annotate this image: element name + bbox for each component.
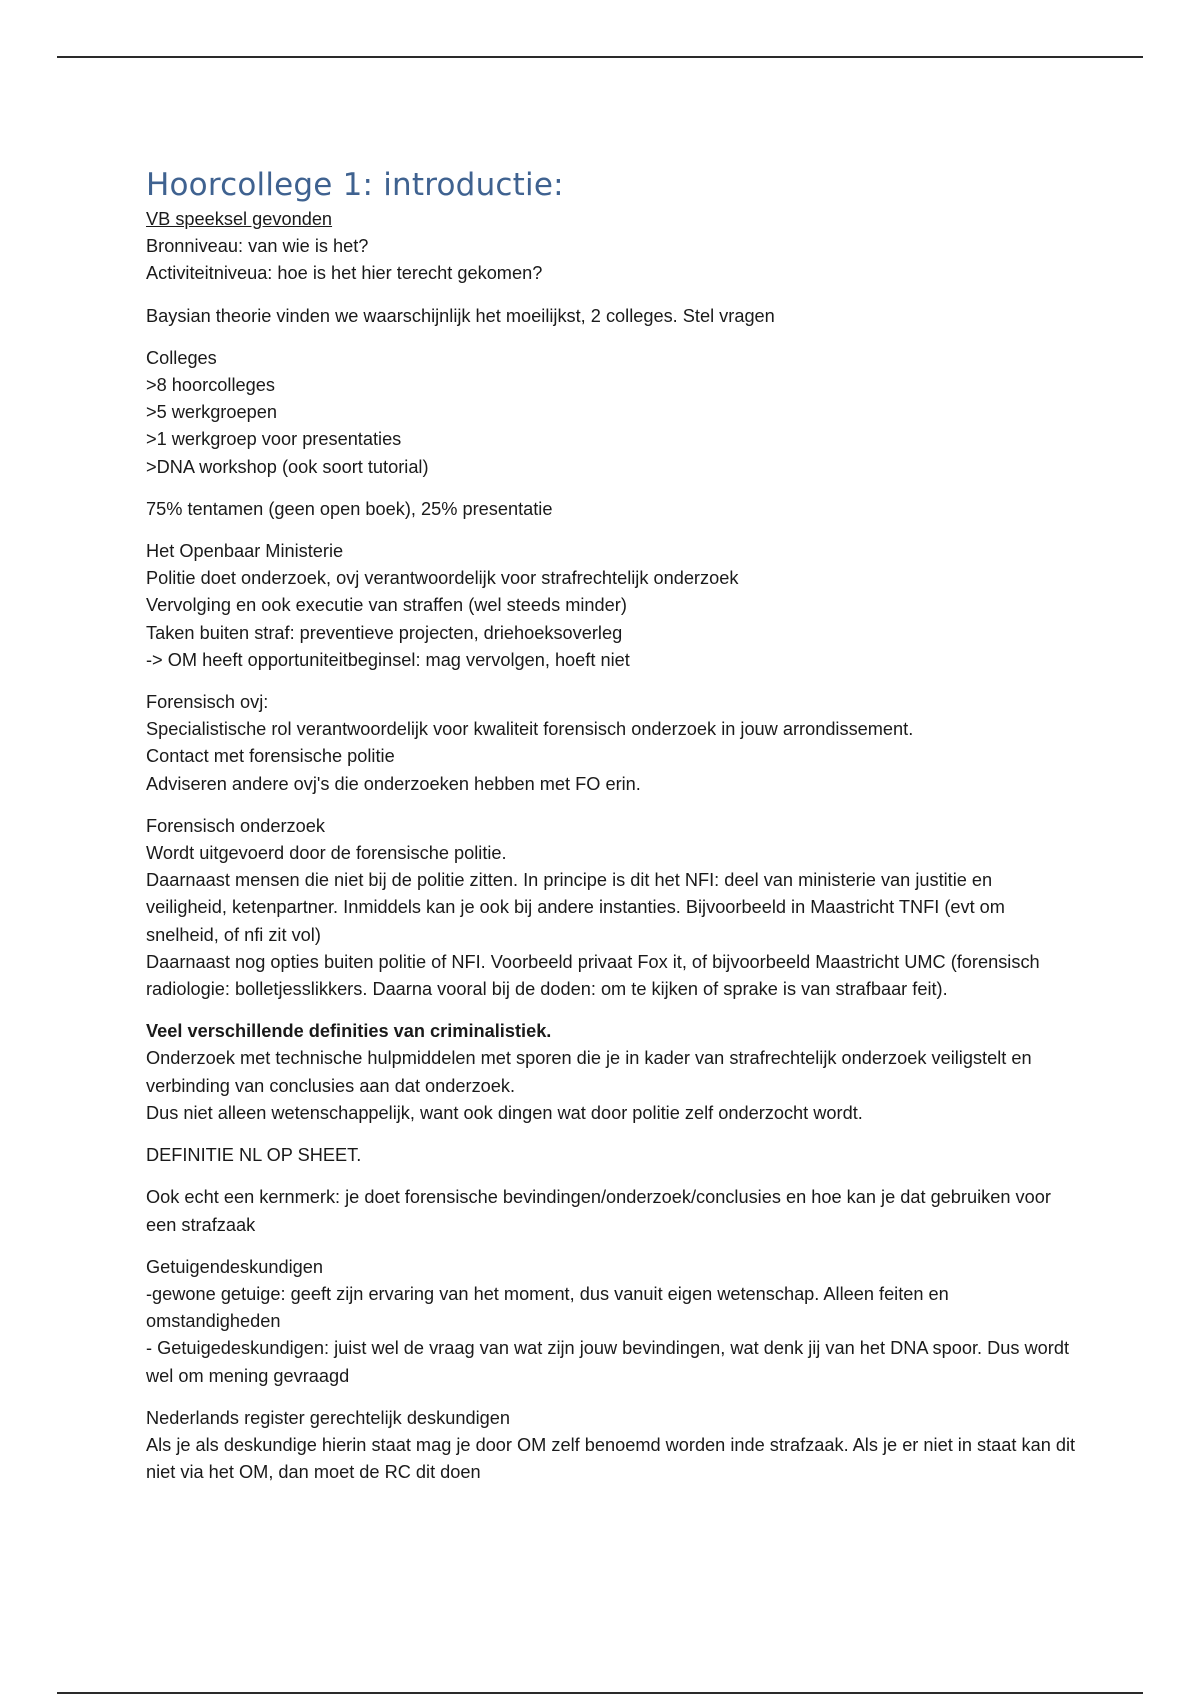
footer-rule <box>57 1692 1143 1694</box>
definition-sheet-section <box>146 1142 1076 1169</box>
list-item: >5 werkgroepen <box>146 402 277 423</box>
source-level-text: Bronniveau: van wie is het? <box>146 236 369 257</box>
colleges-section <box>146 345 1076 481</box>
activity-level-text: Activiteitniveua: hoe is het hier terecht gekomen? <box>146 263 543 284</box>
expert-witness-line: - Getuigedeskundigen: juist wel de vraag van wat zijn jouw bevindingen, wat denk jij van het DNA spoor. Dus wordt wel om mening gevraagd <box>146 1338 1070 1386</box>
intro-section <box>146 206 1076 288</box>
grading-text: 75% tentamen (geen open boek), 25% presentatie <box>146 498 553 519</box>
list-item: >1 werkgroep voor presentaties <box>146 429 402 450</box>
grading-section <box>146 496 1076 523</box>
om-line: Taken buiten straf: preventieve projecten, driehoeksoverleg <box>146 622 623 643</box>
hallmark-section <box>146 1184 1076 1238</box>
om-heading: Het Openbaar Ministerie <box>146 541 344 562</box>
bayes-text: Baysian theorie vinden we waarschijnlijk het moeilijkst, 2 colleges. Stel vragen <box>146 305 775 326</box>
om-section <box>146 538 1076 674</box>
hallmark-text: Ook echt een kernmerk: je doet forensische bevindingen/onderzoek/conclusies en hoe kan je dat gebruiken voor een strafzaak <box>146 1187 1051 1235</box>
list-item: >DNA workshop (ook soort tutorial) <box>146 456 429 477</box>
forensic-research-line: Daarnaast mensen die niet bij de politie zitten. In principe is dit het NFI: deel van ministerie van justitie en veiligheid, ketenpartner. Inmiddels kan je ook bij andere instanties. Bijvoorbeeld in Maastricht TNFI (evt om snelheid, of nfi zit vol) <box>146 870 1005 945</box>
forensic-research-line: Wordt uitgevoerd door de forensische politie. <box>146 843 507 864</box>
expert-witness-heading: Getuigendeskundigen <box>146 1256 323 1277</box>
forensic-ovj-line: Adviseren andere ovj's die onderzoeken hebben met FO erin. <box>146 773 641 794</box>
om-line: Vervolging en ook executie van straffen (wel steeds minder) <box>146 595 627 616</box>
forensic-ovj-line: Specialistische rol verantwoordelijk voor kwaliteit forensisch onderzoek in jouw arrondissement. <box>146 719 914 740</box>
colleges-heading: Colleges <box>146 347 217 368</box>
bayes-section <box>146 303 1076 330</box>
definitions-line: Onderzoek met technische hulpmiddelen met sporen die je in kader van strafrechtelijk onderzoek veiligstelt en verbinding van conclusies aan dat onderzoek. <box>146 1048 1032 1096</box>
forensic-ovj-line: Contact met forensische politie <box>146 746 395 767</box>
forensic-research-section <box>146 813 1076 1003</box>
definitions-heading: Veel verschillende definities van criminalistiek. <box>146 1021 552 1042</box>
definitions-line: Dus niet alleen wetenschappelijk, want ook dingen wat door politie zelf onderzocht wordt. <box>146 1102 863 1123</box>
register-line: Als je als deskundige hierin staat mag je door OM zelf benoemd worden inde strafzaak. Als je er niet in staat kan dit niet via het OM, dan moet de RC dit doen <box>146 1434 1076 1483</box>
forensic-ovj-heading: Forensisch ovj: <box>146 692 269 713</box>
forensic-ovj-section <box>146 689 1076 798</box>
register-heading: Nederlands register gerechtelijk deskundigen <box>146 1407 510 1428</box>
register-section <box>146 1405 1076 1487</box>
expert-witness-section <box>146 1254 1076 1390</box>
expert-witness-line: -gewone getuige: geeft zijn ervaring van het moment, dus vanuit eigen wetenschap. Alleen feiten en omstandigheden <box>146 1283 949 1332</box>
header-rule <box>57 56 1143 58</box>
om-line: -> OM heeft opportuniteitbeginsel: mag vervolgen, hoeft niet <box>146 649 630 670</box>
forensic-research-line: Daarnaast nog opties buiten politie of NFI. Voorbeeld privaat Fox it, of bijvoorbeeld Maastricht UMC (forensisch radiologie: bolletjesslikkers. Daarna vooral bij de doden: om te kijken of sprake is van strafbaar feit). <box>146 951 1040 1000</box>
list-item: >8 hoorcolleges <box>146 375 275 396</box>
document-body <box>146 166 1076 1501</box>
page-title: Hoorcollege 1: introductie: <box>146 167 564 203</box>
forensic-research-heading: Forensisch onderzoek <box>146 815 325 836</box>
definitions-section <box>146 1018 1076 1127</box>
definition-sheet-text: DEFINITIE NL OP SHEET. <box>146 1145 362 1166</box>
om-line: Politie doet onderzoek, ovj verantwoordelijk voor strafrechtelijk onderzoek <box>146 568 739 589</box>
example-label: VB speeksel gevonden <box>146 209 333 229</box>
